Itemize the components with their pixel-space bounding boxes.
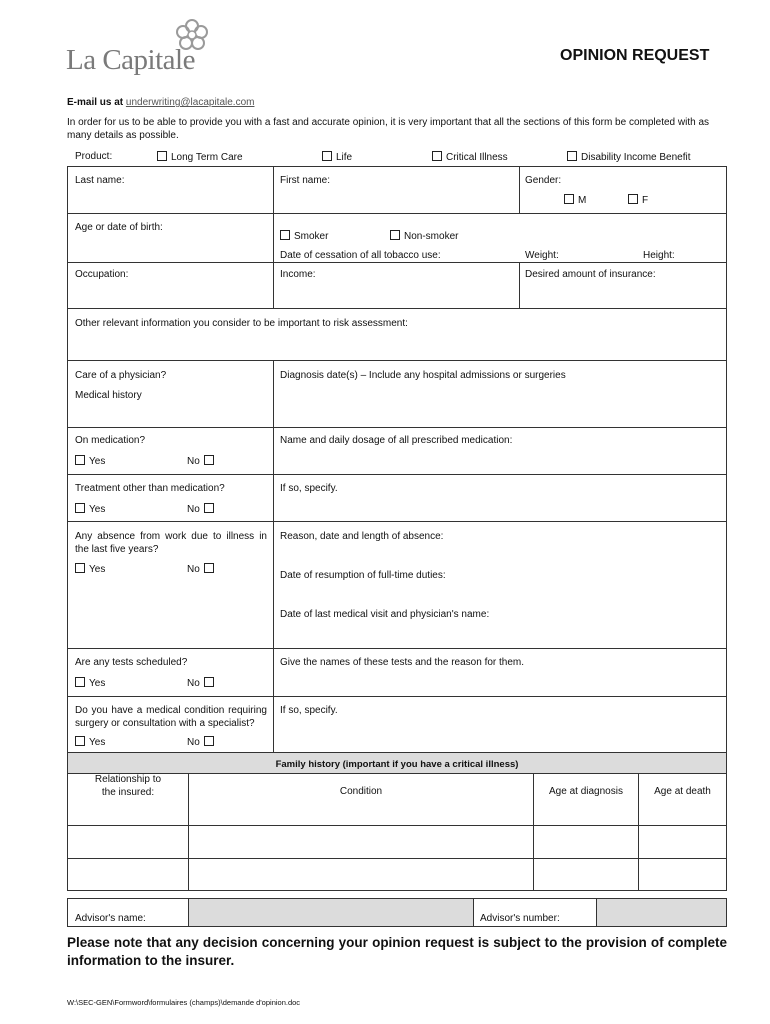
non-smoker-option[interactable]: Non-smoker [390, 230, 458, 244]
last-visit-label: Date of last medical visit and physician's name: [280, 609, 490, 620]
checkbox[interactable] [432, 151, 442, 161]
checkbox[interactable] [628, 194, 638, 204]
checkbox[interactable] [567, 151, 577, 161]
on-medication-label: On medication? [75, 435, 146, 446]
col-age-death: Age at death [654, 786, 711, 797]
condition-yes-option[interactable]: Yes [75, 736, 105, 750]
diagnosis-label: Diagnosis date(s) – Include any hospital admissions or surgeries [280, 370, 566, 381]
treatment-label: Treatment other than medication? [75, 483, 225, 494]
logo-text: La Capitale [66, 44, 195, 76]
product-option-disability[interactable]: Disability Income Benefit [567, 151, 691, 165]
checkbox[interactable] [322, 151, 332, 161]
checkbox[interactable] [75, 736, 85, 746]
product-option-critical-illness[interactable]: Critical Illness [432, 151, 508, 165]
age-label: Age or date of birth: [75, 222, 163, 233]
product-label: Product: [75, 151, 113, 162]
other-info-label: Other relevant information you consider to be important to risk assessment: [75, 318, 408, 329]
first-name-label: First name: [280, 175, 331, 186]
condition-detail-label: If so, specify. [280, 705, 338, 716]
checkbox[interactable] [390, 230, 400, 240]
advisor-name-label: Advisor's name: [75, 913, 146, 924]
occupation-label: Occupation: [75, 269, 129, 280]
condition-no-option[interactable]: No [187, 736, 214, 750]
smoker-option[interactable]: Smoker [280, 230, 328, 244]
col-age-diagnosis: Age at diagnosis [549, 786, 623, 797]
insurance-label: Desired amount of insurance: [525, 269, 656, 280]
income-label: Income: [280, 269, 316, 280]
absence-no-option[interactable]: No [187, 563, 214, 577]
physician-label: Care of a physician? [75, 370, 167, 381]
absence-yes-option[interactable]: Yes [75, 563, 105, 577]
absence-reason-label: Reason, date and length of absence: [280, 531, 444, 542]
medication-no-option[interactable]: No [187, 455, 214, 469]
medication-yes-option[interactable]: Yes [75, 455, 105, 469]
checkbox[interactable] [75, 563, 85, 573]
tests-no-option[interactable]: No [187, 677, 214, 691]
email-line [67, 97, 254, 108]
gender-label: Gender: [525, 175, 562, 186]
product-option-ltc[interactable]: Long Term Care [157, 151, 243, 165]
col-condition: Condition [339, 786, 383, 797]
checkbox[interactable] [75, 677, 85, 687]
col-relationship: Relationship to the insured: [94, 774, 162, 798]
tests-label: Are any tests scheduled? [75, 657, 188, 668]
advisor-name-field[interactable] [189, 899, 473, 926]
resumption-label: Date of resumption of full-time duties: [280, 570, 446, 581]
gender-f-option[interactable]: F [628, 194, 648, 208]
checkbox[interactable] [157, 151, 167, 161]
treatment-specify-label: If so, specify. [280, 483, 338, 494]
tobacco-label: Date of cessation of all tobacco use: [280, 250, 441, 261]
absence-label: Any absence from work due to illness in the last five years? [75, 531, 267, 555]
checkbox[interactable] [204, 455, 214, 465]
condition-label: Do you have a medical condition requiring surgery or consultation with a specialist? [75, 705, 267, 729]
tests-detail-label: Give the names of these tests and the reason for them. [280, 657, 525, 668]
checkbox[interactable] [75, 455, 85, 465]
email-label: E-mail us at [67, 97, 124, 108]
medical-history-label: Medical history [75, 390, 142, 401]
footer-path: W:\SEC-GEN\Formword\formulaires (champs)\demande d'opinion.doc [67, 998, 301, 1007]
intro-text: In order for us to be able to provide you with a fast and accurate opinion, it is very important that all the sections of this form be completed with as many details as possible. [67, 117, 710, 141]
checkbox[interactable] [75, 503, 85, 513]
notice-text: Please note that any decision concerning your opinion request is subject to the provision of complete information to the insurer. [67, 935, 727, 968]
treatment-yes-option[interactable]: Yes [75, 503, 105, 517]
checkbox[interactable] [204, 503, 214, 513]
logo [66, 18, 216, 78]
last-name-label: Last name: [75, 175, 125, 186]
family-history-title: Family history (important if you have a critical illness) [275, 759, 519, 770]
height-label: Height: [643, 250, 675, 261]
checkbox[interactable] [204, 563, 214, 573]
medication-detail-label: Name and daily dosage of all prescribed medication: [280, 435, 513, 446]
advisor-number-field[interactable] [597, 899, 726, 926]
product-option-life[interactable]: Life [322, 151, 352, 165]
checkbox[interactable] [280, 230, 290, 240]
tests-yes-option[interactable]: Yes [75, 677, 105, 691]
gender-m-option[interactable]: M [564, 194, 586, 208]
advisor-number-label: Advisor's number: [480, 913, 560, 924]
treatment-no-option[interactable]: No [187, 503, 214, 517]
checkbox[interactable] [204, 736, 214, 746]
checkbox[interactable] [204, 677, 214, 687]
email-link[interactable]: underwriting@lacapitale.com [125, 97, 255, 108]
page-title: OPINION REQUEST [560, 47, 710, 64]
weight-label: Weight: [525, 250, 559, 261]
checkbox[interactable] [564, 194, 574, 204]
